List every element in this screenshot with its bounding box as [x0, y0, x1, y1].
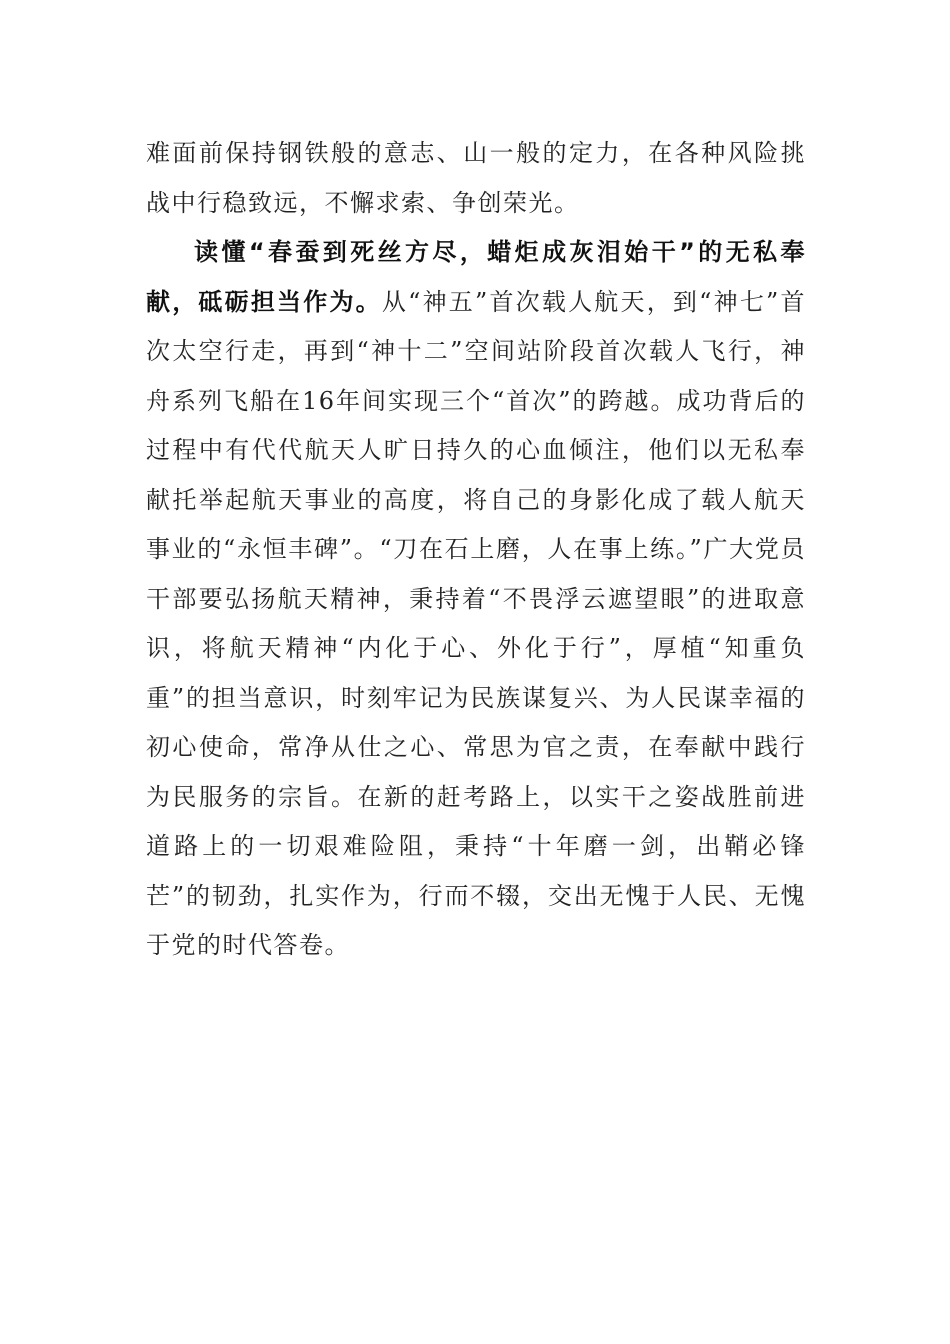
- paragraph-2-body: 从“神五”首次载人航天，到“神七”首次太空行走，再到“神十二”空间站阶段首次载人飞行，神舟系列飞船在16年间实现三个“首次”的跨越。成功背后的过程中有代代航天人旷日持久的心血倾注，他们以无私奉献托举起航天事业的高度，将自己的身影化成了载人航天事业的“永恒丰碑”。“刀在石上磨，人在事上练。”广大党员干部要弘扬航天精神，秉持着“不畏浮云遮望眼”的进取意识，将航天精神“内化于心、外化于行”，厚植“知重负重”的担当意识，时刻牢记为民族谋复兴、为人民谋幸福的初心使命，常净从仕之心、常思为官之责，在奉献中践行为民服务的宗旨。在新的赶考路上，以实干之姿战胜前进道路上的一切艰难险阻，秉持“十年磨一剑，出鞘必锋芒”的韧劲，扎实作为，行而不辍，交出无愧于人民、无愧于党的时代答卷。: [146, 287, 807, 959]
- paragraph-dedication: [146, 228, 806, 971]
- paragraph-1-text: 难面前保持钢铁般的意志、山一般的定力，在各种风险挑战中行稳致远，不懈求索、争创荣光。: [146, 139, 806, 217]
- paragraph-continuation: [146, 129, 806, 228]
- document-body: [146, 129, 806, 971]
- paragraph-2-lead: 读懂“春蚕到死丝方尽，蜡炬成灰泪始干”的无私奉献，砥砺担当作为。: [146, 238, 806, 316]
